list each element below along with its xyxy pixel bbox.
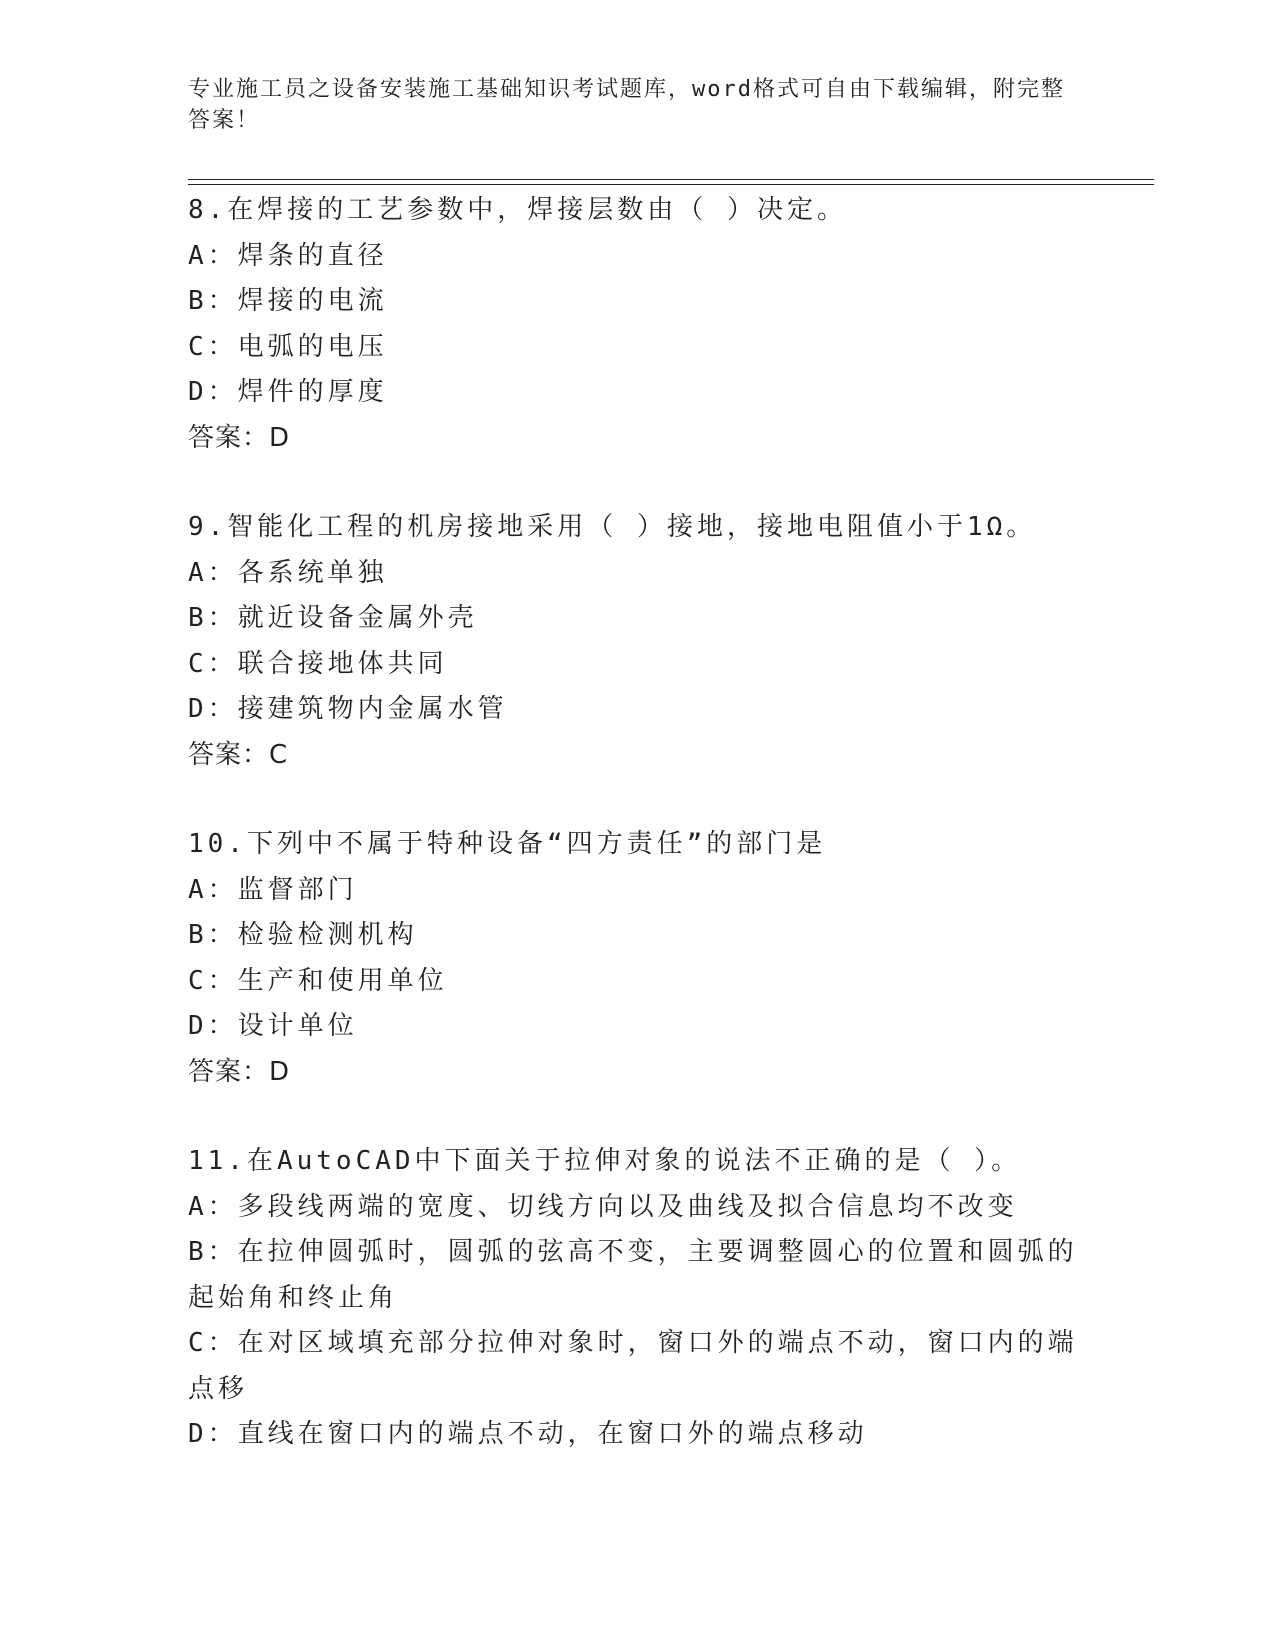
- question-item: [188, 505, 1088, 778]
- option-c: C：联合接地体共同: [188, 648, 448, 679]
- option-d: D：设计单位: [188, 1011, 358, 1041]
- header-divider-bottom: [188, 184, 1154, 185]
- answer-label: 答案：D: [188, 1056, 291, 1087]
- question-stem: 8.在焊接的工艺参数中，焊接层数由（ ）决定。: [188, 195, 847, 225]
- option-d: D：焊件的厚度: [188, 377, 388, 407]
- option-b: B：检验检测机构: [188, 920, 418, 950]
- option-c: C：生产和使用单位: [188, 965, 448, 996]
- question-item: [188, 1139, 1088, 1458]
- option-d: D：直线在窗口内的端点不动，在窗口外的端点移动: [188, 1419, 868, 1449]
- option-a: A：焊条的直径: [188, 240, 388, 271]
- document-header: 专业施工员之设备安装施工基础知识考试题库，word格式可自由下载编辑，附完整答案！: [188, 77, 1065, 133]
- question-stem: 9.智能化工程的机房接地采用（ ）接地，接地电阻值小于1Ω。: [188, 512, 1037, 542]
- option-b: B：就近设备金属外壳: [188, 603, 478, 633]
- option-a: A：各系统单独: [188, 557, 388, 588]
- option-c: C：在对区域填充部分拉伸对象时，窗口外的端点不动，窗口内的端点移: [188, 1328, 1078, 1404]
- option-a: A：多段线两端的宽度、切线方向以及曲线及拟合信息均不改变: [188, 1191, 1018, 1222]
- option-d: D：接建筑物内金属水管: [188, 694, 508, 724]
- question-stem: 11.在AutoCAD中下面关于拉伸对象的说法不正确的是（ ）。: [188, 1146, 1022, 1176]
- answer-label: 答案：D: [188, 422, 291, 453]
- question-stem: 10.下列中不属于特种设备“四方责任”的部门是: [188, 829, 827, 859]
- question-item: [188, 188, 1088, 461]
- answer-label: 答案：C: [188, 739, 289, 770]
- option-a: A：监督部门: [188, 874, 358, 905]
- header-divider-top: [188, 179, 1154, 180]
- question-list: [188, 188, 1088, 1502]
- option-b: B：焊接的电流: [188, 286, 388, 316]
- option-c: C：电弧的电压: [188, 331, 388, 362]
- option-b: B：在拉伸圆弧时，圆弧的弦高不变，主要调整圆心的位置和圆弧的起始角和终止角: [188, 1237, 1078, 1313]
- question-item: [188, 822, 1088, 1095]
